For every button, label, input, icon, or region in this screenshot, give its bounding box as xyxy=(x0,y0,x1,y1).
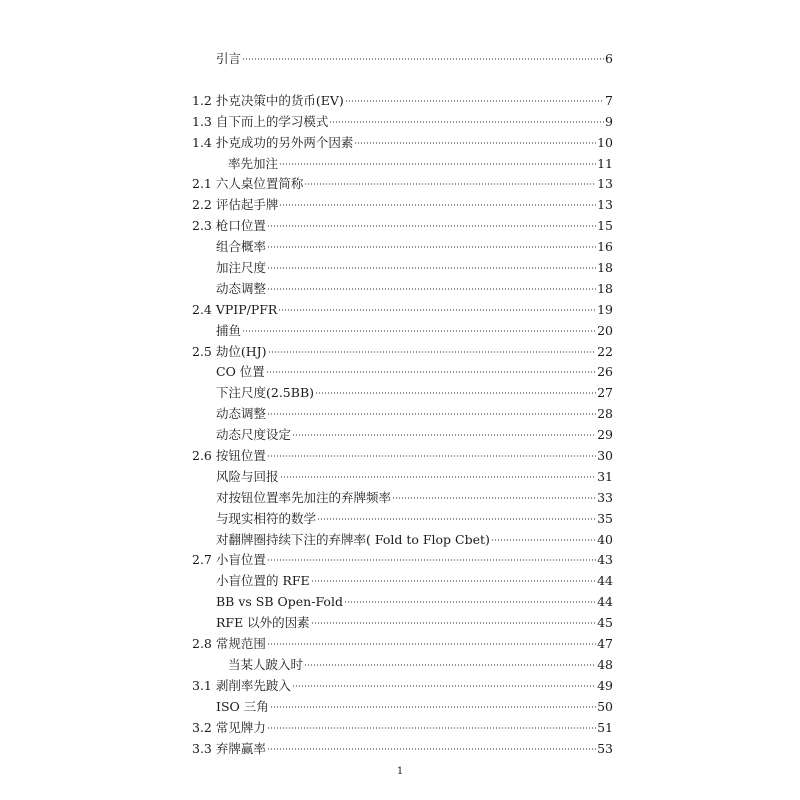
toc-entry-title: 3.1 剥削率先跛入 xyxy=(192,677,291,693)
toc-entry-page-number: 45 xyxy=(597,615,613,631)
toc-entry[interactable] xyxy=(192,383,613,404)
dot-leader xyxy=(280,476,597,478)
toc-entry[interactable] xyxy=(192,697,613,718)
toc-entry-page-number: 27 xyxy=(597,385,613,401)
dot-leader xyxy=(345,100,604,102)
toc-entry-page-number: 44 xyxy=(597,594,613,610)
toc-entry-page-number: 44 xyxy=(597,573,613,589)
toc-entry[interactable] xyxy=(192,530,613,551)
toc-entry[interactable] xyxy=(192,237,613,258)
toc-entry[interactable] xyxy=(192,509,613,530)
dot-leader xyxy=(242,58,604,60)
toc-entry-page-number: 19 xyxy=(597,301,613,317)
toc-entry-page-number: 48 xyxy=(597,656,613,672)
toc-entry-title: 2.5 劫位(HJ) xyxy=(192,343,267,359)
dot-leader xyxy=(278,309,596,311)
toc-entry-title: 3.3 弃牌赢率 xyxy=(192,740,266,756)
toc-entry-page-number: 51 xyxy=(597,719,613,735)
dot-leader xyxy=(329,121,604,123)
toc-entry-title: 1.2 扑克决策中的货币(EV) xyxy=(192,92,344,108)
toc-entry-page-number: 30 xyxy=(597,448,613,464)
toc-entry-title: 2.4 VPIP/PFR xyxy=(192,301,278,317)
toc-entry-page-number: 40 xyxy=(597,531,613,547)
toc-entry[interactable] xyxy=(192,571,613,592)
toc-entry-title: 1.4 扑克成功的另外两个因素 xyxy=(192,134,354,150)
toc-entry-title: RFE 以外的因素 xyxy=(216,615,310,631)
toc-entry[interactable] xyxy=(192,404,613,425)
dot-leader xyxy=(311,622,596,624)
dot-leader xyxy=(266,371,596,373)
toc-entry-page-number: 49 xyxy=(597,677,613,693)
toc-entry-page-number: 16 xyxy=(597,239,613,255)
toc-entry-title: 捕鱼 xyxy=(216,322,242,338)
dot-leader xyxy=(267,225,596,227)
toc-entry[interactable] xyxy=(192,592,613,613)
toc-entry-page-number: 9 xyxy=(605,113,613,129)
toc-entry-page-number: 22 xyxy=(597,343,613,359)
dot-leader xyxy=(354,142,596,144)
toc-entry-title: 动态尺度设定 xyxy=(216,427,292,443)
toc-entry-title: 对按钮位置率先加注的弃牌频率 xyxy=(216,489,392,505)
toc-entry-page-number: 26 xyxy=(597,364,613,380)
toc-entry-title: 当某人跛入时 xyxy=(228,656,304,672)
toc-entry-page-number: 47 xyxy=(597,636,613,652)
toc-entry-title: 3.2 常见牌力 xyxy=(192,719,266,735)
dot-leader xyxy=(267,748,596,750)
dot-leader xyxy=(315,392,596,394)
toc-entry-title: 对翻牌圈持续下注的弃牌率( Fold to Flop Cbet) xyxy=(216,531,490,547)
page-number: 1 xyxy=(396,766,404,777)
toc-entry[interactable] xyxy=(192,739,613,760)
dot-leader xyxy=(304,664,596,666)
toc-entry-title: 动态调整 xyxy=(216,406,267,422)
dot-leader xyxy=(344,601,596,603)
toc-entry[interactable] xyxy=(192,112,613,133)
dot-leader xyxy=(491,539,596,541)
dot-leader xyxy=(267,727,596,729)
toc-entry[interactable] xyxy=(192,321,613,342)
toc-entry-page-number: 7 xyxy=(605,92,613,108)
dot-leader xyxy=(279,204,596,206)
toc-entry-title: 下注尺度(2.5BB) xyxy=(216,385,315,401)
toc-entry-title: ISO 三角 xyxy=(216,698,269,714)
toc-entry-title: 2.7 小盲位置 xyxy=(192,552,266,568)
toc-entry-title: 率先加注 xyxy=(228,155,279,171)
toc-entry-page-number: 13 xyxy=(597,197,613,213)
table-of-contents xyxy=(192,49,613,759)
toc-entry-page-number: 13 xyxy=(597,176,613,192)
toc-entry-title: CO 位置 xyxy=(216,364,265,380)
toc-entry-page-number: 10 xyxy=(597,134,613,150)
toc-entry[interactable] xyxy=(192,133,613,154)
toc-entry[interactable] xyxy=(192,467,613,488)
toc-entry-page-number: 29 xyxy=(597,427,613,443)
toc-entry[interactable] xyxy=(192,195,613,216)
toc-entry-title: 2.6 按钮位置 xyxy=(192,448,266,464)
toc-entry-page-number: 28 xyxy=(597,406,613,422)
dot-leader xyxy=(317,518,596,520)
toc-entry-title: 小盲位置的 RFE xyxy=(216,573,310,589)
toc-entry-title: 2.2 评估起手牌 xyxy=(192,197,279,213)
toc-entry-page-number: 50 xyxy=(597,698,613,714)
toc-entry-title: 组合概率 xyxy=(216,239,267,255)
toc-entry-title: 2.8 常规范围 xyxy=(192,636,266,652)
dot-leader xyxy=(292,434,596,436)
toc-entry[interactable] xyxy=(192,676,613,697)
toc-entry-page-number: 53 xyxy=(597,740,613,756)
toc-entry[interactable] xyxy=(192,446,613,467)
toc-entry[interactable] xyxy=(192,488,613,509)
toc-entry[interactable] xyxy=(192,718,613,739)
dot-leader xyxy=(311,580,596,582)
dot-leader xyxy=(267,413,596,415)
toc-entry[interactable] xyxy=(192,174,613,195)
toc-entry[interactable] xyxy=(192,362,613,383)
toc-entry-page-number: 35 xyxy=(597,510,613,526)
toc-entry-page-number: 15 xyxy=(597,218,613,234)
toc-entry[interactable] xyxy=(192,154,613,175)
dot-leader xyxy=(279,163,596,165)
dot-leader xyxy=(392,497,596,499)
toc-entry-title: 加注尺度 xyxy=(216,260,267,276)
toc-entry[interactable] xyxy=(192,425,613,446)
dot-leader xyxy=(267,559,596,561)
toc-entry[interactable] xyxy=(192,550,613,571)
dot-leader xyxy=(267,455,596,457)
dot-leader xyxy=(267,246,596,248)
toc-entry-page-number: 33 xyxy=(597,489,613,505)
dot-leader xyxy=(242,330,596,332)
toc-entry-title: 2.1 六人桌位置简称 xyxy=(192,176,304,192)
dot-leader xyxy=(292,685,596,687)
toc-entry-title: 2.3 枪口位置 xyxy=(192,218,266,234)
dot-leader xyxy=(267,267,596,269)
toc-entry[interactable] xyxy=(192,655,613,676)
toc-entry-title: 动态调整 xyxy=(216,280,267,296)
dot-leader xyxy=(267,643,596,645)
toc-entry-page-number: 18 xyxy=(597,260,613,276)
dot-leader xyxy=(268,351,597,353)
toc-entry-title: 风险与回报 xyxy=(216,468,279,484)
toc-entry-page-number: 6 xyxy=(605,51,613,66)
toc-entry[interactable] xyxy=(192,91,613,112)
dot-leader xyxy=(270,706,596,708)
toc-entry[interactable] xyxy=(192,279,613,300)
toc-entry-title: 引言 xyxy=(216,51,242,66)
toc-entry[interactable] xyxy=(192,613,613,634)
toc-entry[interactable] xyxy=(192,342,613,363)
dot-leader xyxy=(267,288,596,290)
toc-entry[interactable] xyxy=(192,216,613,237)
toc-entry[interactable] xyxy=(192,49,613,70)
toc-entry-page-number: 43 xyxy=(597,552,613,568)
toc-entry-title: BB vs SB Open-Fold xyxy=(216,594,343,610)
toc-entry[interactable] xyxy=(192,300,613,321)
dot-leader xyxy=(304,183,596,185)
toc-entry-page-number: 11 xyxy=(597,155,613,171)
toc-entry[interactable] xyxy=(192,634,613,655)
toc-entry-page-number: 31 xyxy=(597,468,613,484)
toc-entry[interactable] xyxy=(192,258,613,279)
toc-entry-page-number: 18 xyxy=(597,280,613,296)
toc-entry-page-number: 20 xyxy=(597,322,613,338)
toc-entry-title: 与现实相符的数学 xyxy=(216,510,317,526)
toc-entry-title: 1.3 自下而上的学习模式 xyxy=(192,113,329,129)
